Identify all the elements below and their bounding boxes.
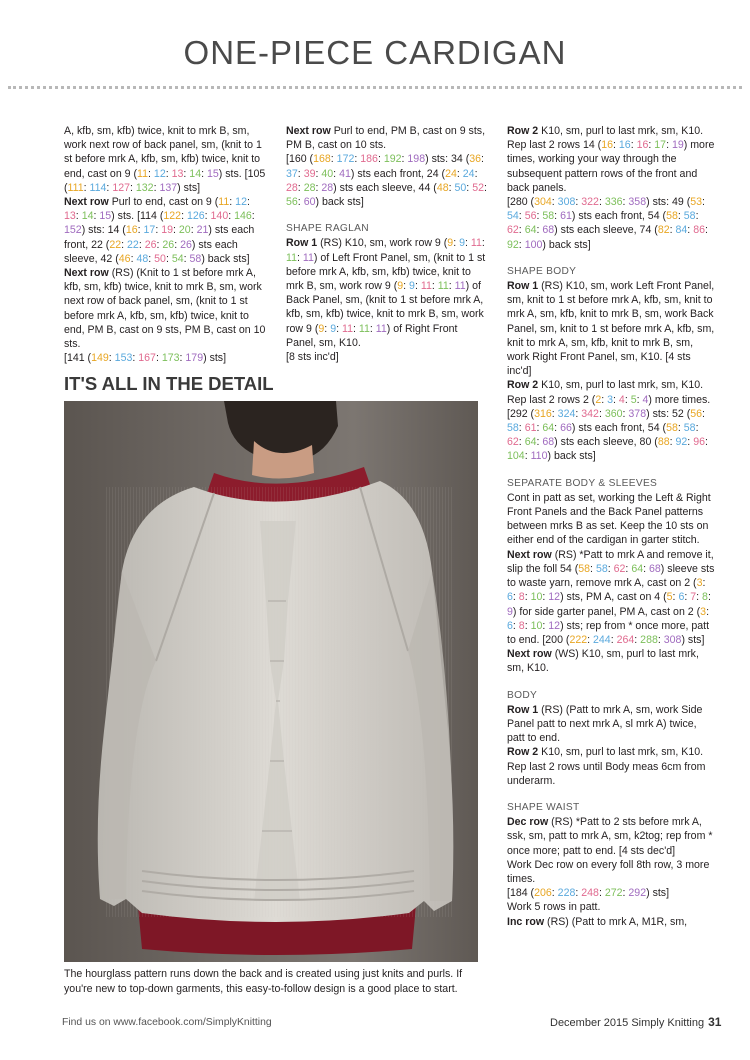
pattern-paragraph: Row 2 K10, sm, purl to last mrk, sm, K10. xyxy=(507,379,704,392)
section-subheading: SEPARATE BODY & SLEEVES xyxy=(507,477,658,489)
pattern-column-3 xyxy=(507,124,715,929)
pattern-paragraph: Work Dec row on every foll 8th row, 3 more times. xyxy=(507,858,710,885)
page-number: 31 xyxy=(708,1015,722,1029)
pattern-paragraph: [8 sts inc'd] xyxy=(286,351,339,364)
pattern-paragraph: A, kfb, sm, kfb) twice, knit to mrk B, sm, work next row of back panel, sm, (knit to 1 st before mrk A, kfb, sm, kfb) twice, knit to end, cast on 9 (11: 12: 13: 14: 15) sts. [105 (111: 114: 127: 132: 137) sts] xyxy=(64,125,266,194)
cardigan-photo xyxy=(64,401,478,962)
footer-folio xyxy=(550,1015,721,1029)
pattern-paragraph: Rep last 2 rows 2 (2: 3: 4: 5: 4) more times. [292 (316: 324: 342: 360: 378) sts: 52 (56: 58: 61: 64: 66) sts each front, 54 (58: 58: 62: 64: 68) sts each sleeve, 80 (88: 92: 96: 104: 110) back sts] xyxy=(507,393,711,463)
pattern-column-2 xyxy=(286,124,488,364)
dotted-divider xyxy=(8,86,742,89)
pattern-paragraph: [280 (304: 308: 322: 336: 358) sts: 49 (53: 54: 56: 58: 61) sts each front, 54 (58: 58: 62: 64: 68) sts each sleeve, 74 (82: 84: 86: 92: 100) back sts] xyxy=(507,196,708,251)
pattern-column-1 xyxy=(64,124,266,365)
pattern-paragraph: Next row (RS) *Patt to mrk A and remove it, slip the foll 54 (58: 58: 62: 64: 68) sleeve sts to waste yarn, remove mrk A, cast on 2 (3: 6: 8: 10: 12) sts, PM A, cast on 4 (5: 6: 7: 8: 9) for side garter panel, PM A, cast on 2 (3: 6: 8: 10: 12) sts; rep from * once more, patt to end. [200 (222: 244: 264: 288: 308) sts] xyxy=(507,548,715,646)
pattern-paragraph: Row 1 (RS) (Patt to mrk A, sm, work Side Panel patt to next mrk A, sl mrk A) twice, patt to end. xyxy=(507,703,703,745)
pattern-paragraph: Rep last 2 rows 14 (16: 16: 16: 17: 19) more times, working your way through the subsequent pattern rows of the front and back panels. xyxy=(507,139,715,194)
pattern-paragraph: Next row (WS) K10, sm, purl to last mrk, sm, K10. xyxy=(507,648,699,675)
pattern-paragraph: Row 1 (RS) K10, sm, work row 9 (9: 9: 11: 11: 11) of Left Front Panel, sm, (knit to 1 st before mrk A, kfb, sm, kfb) twice, knit to mrk B, sm, work row 9 (9: 9: 11: 11: 11) of Back Panel, sm, (knit to 1 st before mrk A, kfb, sm, kfb) twice, knit to mrk B, sm, work row 9 (9: 9: 11: 11: 11) of Right Front Panel, sm, K10. xyxy=(286,237,486,349)
pattern-paragraph: Row 1 (RS) K10, sm, work Left Front Panel, sm, knit to 1 st before mrk A, kfb, sm, knit to mrk A, sm, kfb, knit to mrk B, sm, work Back Panel, sm, knit to 1 st before mrk A, kfb, sm, knit to mrk A, sm, kfb, knit to mrk B, sm, work Right Front Panel, sm, K10. [4 sts inc'd] xyxy=(507,280,715,378)
footer-social-link[interactable]: Find us on www.facebook.com/SimplyKnitting xyxy=(62,1017,272,1028)
cardigan-illustration xyxy=(64,401,478,962)
pattern-paragraph: Row 2 K10, sm, purl to last mrk, sm, K10. xyxy=(507,125,704,137)
pattern-paragraph: Next row Purl to end, PM B, cast on 9 sts, PM B, cast on 10 sts. [160 (168: 172: 186: 192: 198) sts: 34 (36: 37: 39: 40: 41) sts each front, 24 (24: 24: 28: 28: 28) sts each sleeve, 44 (48: 50: 52: 56: 60) back sts] xyxy=(286,125,487,209)
pattern-paragraph: Dec row (RS) *Patt to 2 sts before mrk A, ssk, sm, patt to mrk A, sm, k2tog; rep from * once more; patt to end. [4 sts dec'd] xyxy=(507,816,713,857)
section-subheading: SHAPE WAIST xyxy=(507,801,580,813)
section-subheading: SHAPE RAGLAN xyxy=(286,223,369,235)
pattern-paragraph: Cont in patt as set, working the Left & Right Front Panels and the Back Panel patterns between mrks B as set. Keep the 10 sts on either end of the cardigan in garter stitch. xyxy=(507,491,711,547)
pattern-paragraph: Row 2 K10, sm, purl to last mrk, sm, K10. xyxy=(507,746,704,759)
pattern-paragraph: Inc row (RS) (Patt to mrk A, M1R, sm, xyxy=(507,915,688,928)
pattern-paragraph: Work 5 rows in patt. xyxy=(507,901,601,914)
pattern-paragraph: Next row (RS) (Knit to 1 st before mrk A, kfb, sm, kfb) twice, knit to mrk B, sm, work next row of back panel, sm, (knit to 1 st before mrk A, kfb, sm, kfb) twice, knit to end, PM B, cast on 9 sts, PM B, cast on 10 sts. [141 (149: 153: 167: 173: 179) sts] xyxy=(64,267,266,365)
issue-info: December 2015 Simply Knitting xyxy=(550,1017,705,1029)
section-subheading: SHAPE BODY xyxy=(507,265,577,277)
photo-caption: The hourglass pattern runs down the back and is created using just knits and purls. If you're new to top-down garments, this easy-to-follow design is a good place to start. xyxy=(64,968,463,995)
pattern-paragraph: Next row Purl to end, cast on 9 (11: 12: 13: 14: 15) sts. [114 (122: 126: 140: 146: 152) sts: 14 (16: 17: 19: 20: 21) sts each front, 22 (22: 22: 26: 26: 26) sts each sleeve, 42 (46: 48: 50: 54: 58) back sts] xyxy=(64,196,255,265)
section-subheading: BODY xyxy=(507,689,538,701)
detail-heading: IT'S ALL IN THE DETAIL xyxy=(64,373,274,394)
pattern-paragraph: Rep last 2 rows until Body meas 6cm from underarm. xyxy=(507,760,706,787)
pattern-paragraph: [184 (206: 228: 248: 272: 292) sts] xyxy=(507,887,670,900)
page-title: ONE-PIECE CARDIGAN xyxy=(183,34,567,71)
